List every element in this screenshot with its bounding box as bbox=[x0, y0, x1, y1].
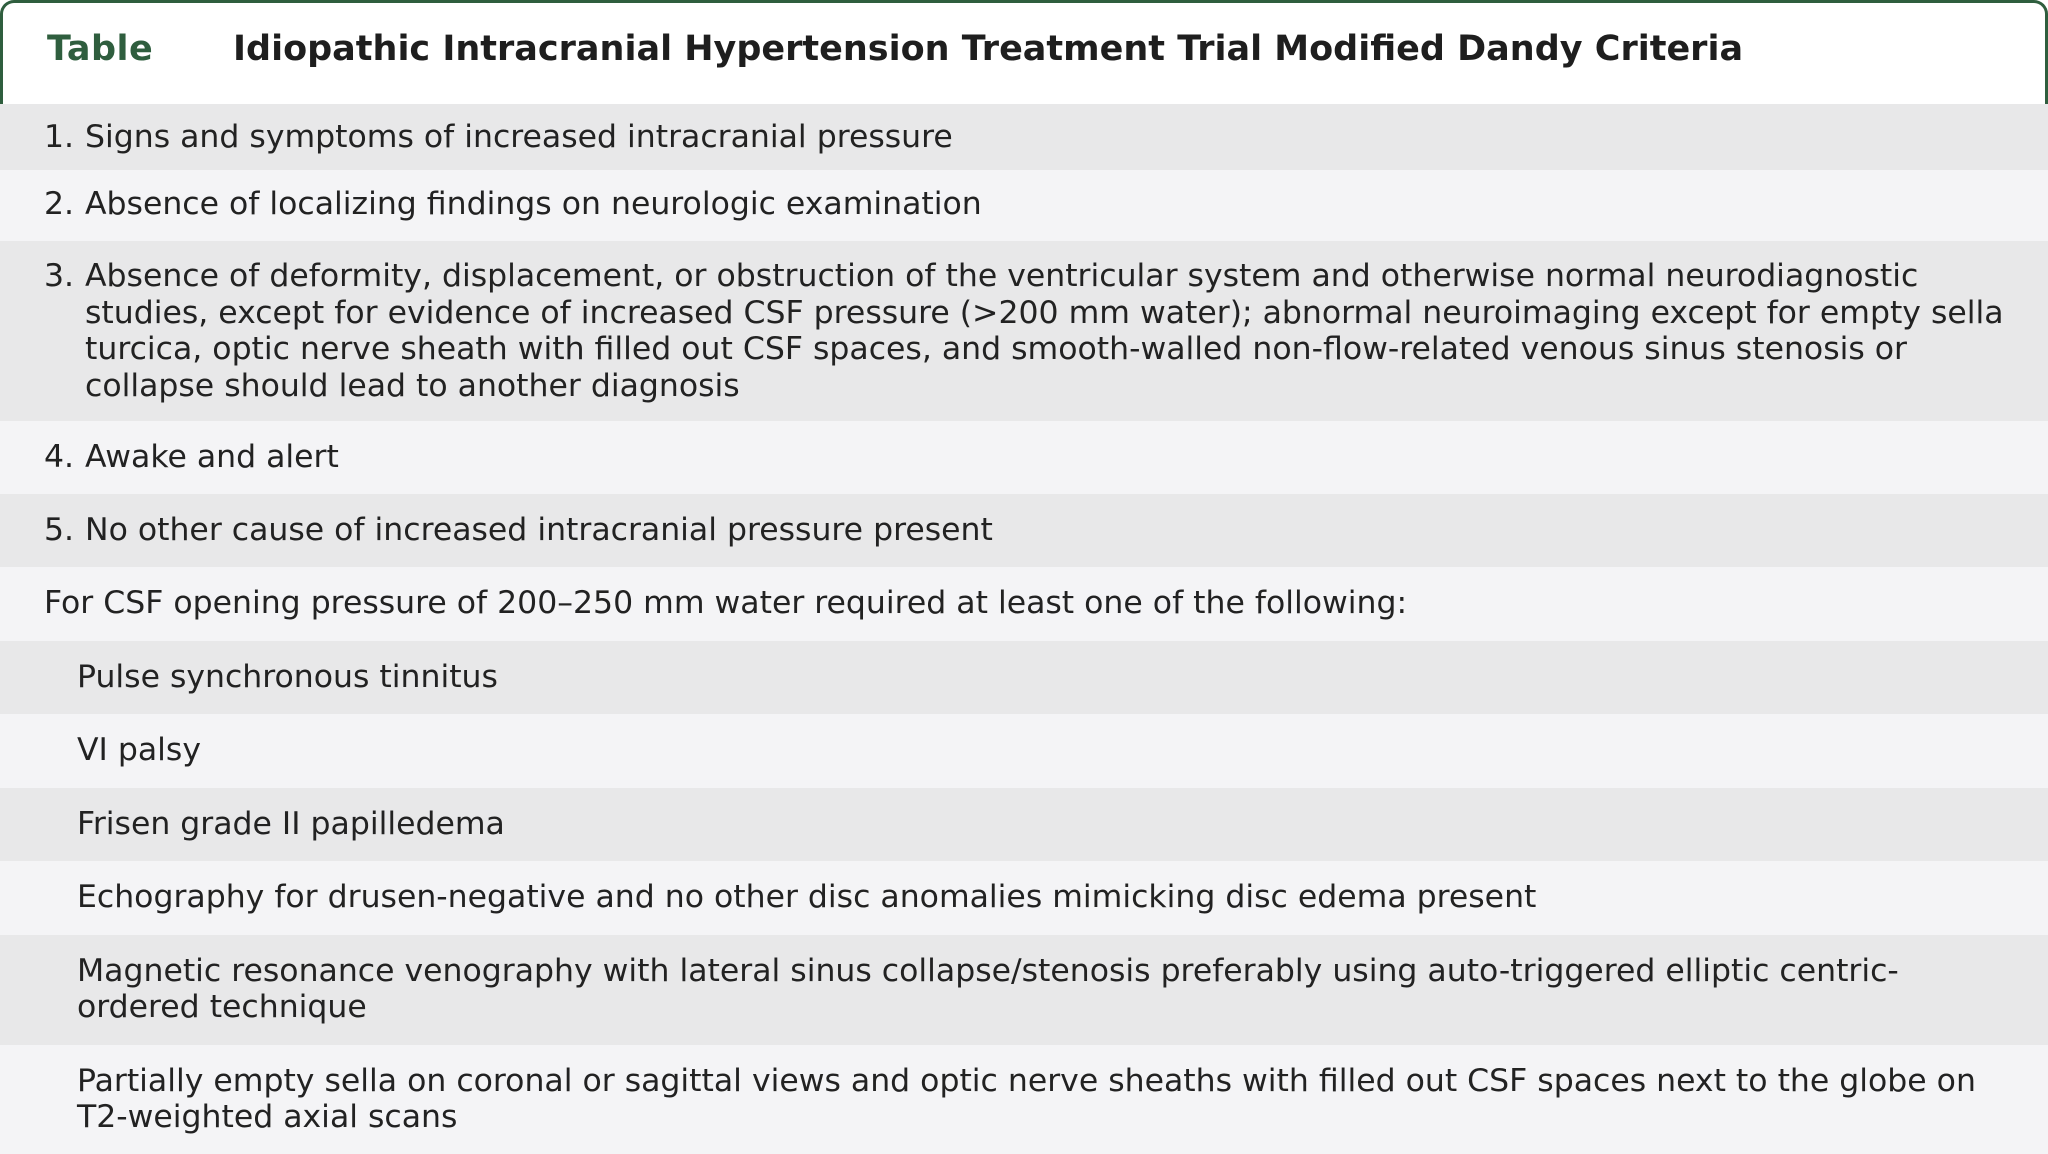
sub-item-text: Pulse synchronous tinnitus bbox=[77, 658, 498, 695]
table-row bbox=[0, 1045, 2048, 1154]
table-row bbox=[0, 861, 2048, 935]
criterion-number: 4. bbox=[44, 439, 75, 475]
criterion-text: Absence of localizing findings on neurologic examination bbox=[85, 185, 982, 222]
table-label: Table bbox=[47, 29, 154, 69]
table-row bbox=[0, 788, 2048, 862]
table-row bbox=[0, 935, 2048, 1045]
sub-item-text: Echography for drusen-negative and no other disc anomalies mimicking disc edema present bbox=[77, 879, 1537, 915]
table-row bbox=[0, 104, 2048, 170]
table-row bbox=[0, 421, 2048, 494]
table-row bbox=[0, 241, 2048, 421]
sub-item-text: Magnetic resonance venography with lateral sinus collapse/stenosis preferably using auto-triggered elliptic centric-ordered technique bbox=[77, 952, 1899, 1025]
sub-item-text: Partially empty sella on coronal or sagittal views and optic nerve sheaths with filled out CSF spaces next to the globe on T2-weighted axial scans bbox=[77, 1062, 1976, 1135]
criterion-number: 1. bbox=[44, 119, 75, 155]
table-body bbox=[0, 104, 2048, 1154]
criterion-number: 3. bbox=[44, 258, 75, 294]
table-header bbox=[0, 0, 2048, 104]
criterion-number: 5. bbox=[44, 511, 75, 548]
sub-item-text: Frisen grade II papilledema bbox=[77, 805, 505, 842]
table-row bbox=[0, 170, 2048, 242]
csf-note: For CSF opening pressure of 200–250 mm water required at least one of the following: bbox=[44, 585, 1408, 621]
criterion-text: Signs and symptoms of increased intracranial pressure bbox=[85, 119, 953, 155]
sub-item-text: VI palsy bbox=[77, 732, 201, 768]
criterion-text: No other cause of increased intracranial pressure present bbox=[85, 511, 993, 548]
table-row bbox=[0, 714, 2048, 788]
criterion-text: Absence of deformity, displacement, or obstruction of the ventricular system and otherwise normal neurodiagnostic studies, except for evidence of increased CSF pressure (>200 mm water); abnormal neuroimaging except for empty sella turcica, optic nerve sheath with filled out CSF spaces, and smooth-walled non-flow-related venous sinus stenosis or collapse should lead to another diagnosis bbox=[85, 258, 2004, 404]
table-row bbox=[0, 567, 2048, 641]
table-row bbox=[0, 494, 2048, 568]
table-row bbox=[0, 641, 2048, 715]
criterion-text: Awake and alert bbox=[85, 439, 339, 475]
table-title: Idiopathic Intracranial Hypertension Treatment Trial Modified Dandy Criteria bbox=[233, 29, 1744, 69]
criterion-number: 2. bbox=[44, 185, 75, 222]
